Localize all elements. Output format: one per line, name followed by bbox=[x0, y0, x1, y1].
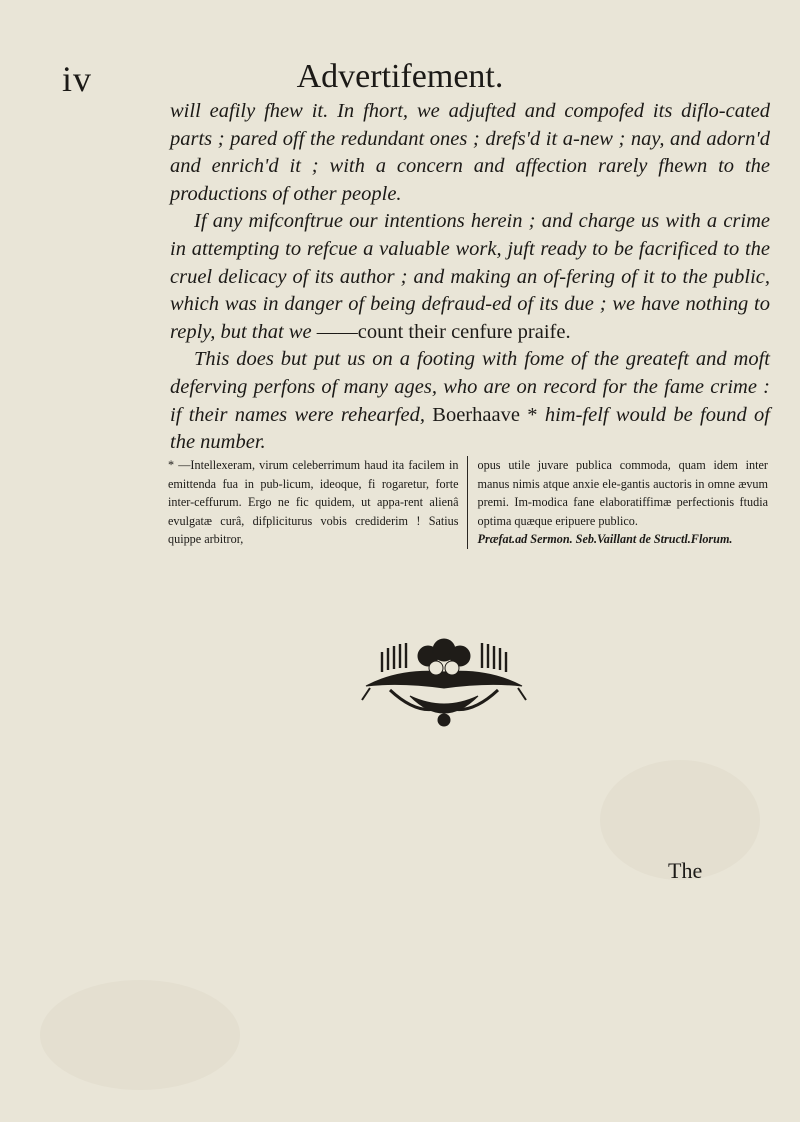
paragraph-1: will eafily fhew it. In fhort, we adjufted and compofed its diflo-cated parts ; pared off the redundant ones ; drefs'd it a-new ; nay, and adorn'd and enrich'd it ; with a concern and affection rarely fhewn to the productions of other people. bbox=[170, 100, 770, 205]
page-number: iv bbox=[62, 59, 93, 99]
footnote-right-column bbox=[468, 456, 769, 549]
paragraph-2-italic: If any mifconftrue our intentions herein ; and charge us with a crime in attempting to refcue a valuable work, juft ready to be facrificed to the cruel delicacy of its author ; and making an of-fering of it to the public, which was in danger of being defraud-ed of its due ; we have nothing to reply, but that we bbox=[170, 210, 770, 343]
footnote-left-column: * —Intellexeram, virum celeberrimum haud ita facilem in emittenda fua in pub-licum, ideoque, fi rogaretur, forte inter-ceffurum. Ergo ne fic quidem, ut appa-rent alienâ evulgatæ curâ, difpliciturus vobis crediderim ! Satius quippe arbitror, bbox=[168, 456, 468, 549]
paragraph-2-roman: ——count their cenfure praife. bbox=[311, 320, 571, 343]
paper-stain bbox=[40, 980, 240, 1090]
catchword: The bbox=[668, 858, 703, 883]
footnote-source: Præfat.ad Sermon. Seb.Vaillant de Structl.Florum. bbox=[477, 532, 733, 547]
paragraph-2 bbox=[170, 208, 770, 346]
running-title: Advertifement. bbox=[296, 58, 504, 95]
paragraph-3-italic: This does but put us on a footing with fome of the greateft and moft deferving perfons of many ages, who are on record for the fame crime : if their names were rehearfed, bbox=[170, 348, 770, 426]
tailpiece-ornament-icon bbox=[360, 638, 528, 730]
paragraph-3 bbox=[170, 346, 770, 456]
paragraph-3-end: him-felf would be found of the number. bbox=[170, 403, 771, 454]
footnote-right-text: opus utile juvare publica commoda, quam idem inter manus nimis atque anxie ele-gantis auctoris in omne ævum premi. Im-modica fane elaboratiffimæ perfectionis ftudia optima quæque eripuere publico. bbox=[477, 458, 768, 528]
footnote bbox=[168, 456, 768, 549]
main-text bbox=[170, 98, 770, 457]
paragraph-3-roman: Boerhaave * bbox=[424, 403, 545, 426]
